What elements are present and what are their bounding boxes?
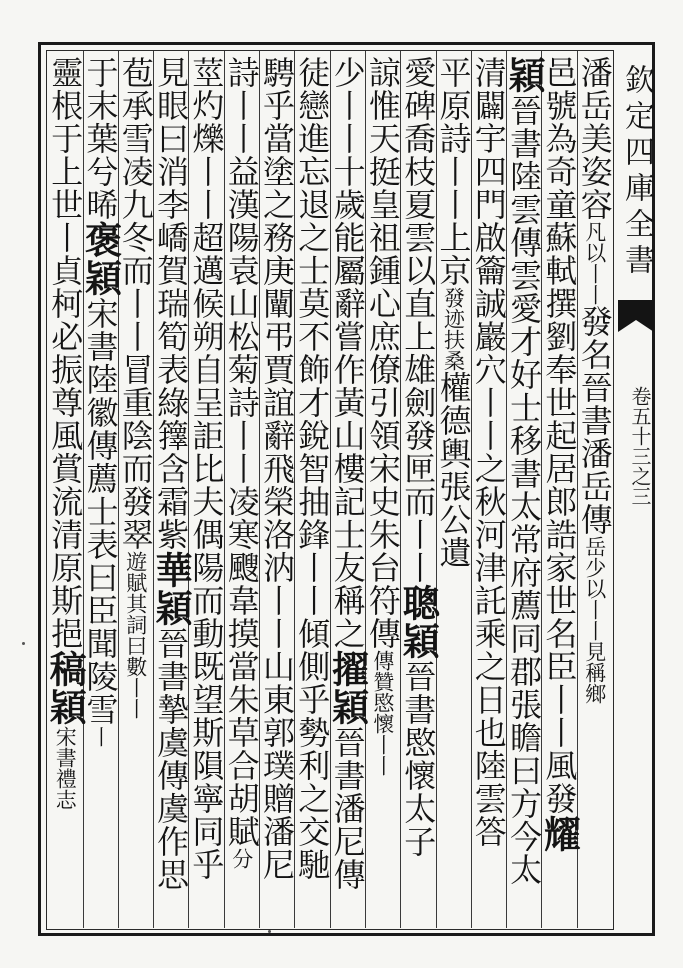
body-text: 莖灼爍丨丨超邁候朔自呈詎比夫偶陽而動既望斯隕寧同乎: [187, 56, 226, 881]
annotation-text: 丨: [88, 726, 113, 747]
body-text: 靈根于上世: [46, 56, 85, 221]
entry-heading: 聰穎: [396, 584, 441, 660]
body-text: 晉書陸雲傳雲愛才好士移書太常府薦同郡張瞻曰方今太: [505, 94, 544, 886]
entry-heading: 擢穎: [325, 650, 370, 726]
annotation-text: 岳少以丨丨見稱鄉: [582, 536, 607, 704]
body-text: 愛碑喬枝夏雲以直上雄劍發匣而丨丨: [399, 56, 438, 584]
annotation-text: 發迹扶桑: [441, 287, 466, 371]
entry-heading: 華穎: [149, 551, 194, 627]
volume-label: 卷五十三之三: [628, 386, 652, 506]
entry-heading: 耀: [537, 815, 582, 853]
body-text: 宋書陸徽傳薦士表曰臣聞陵雪: [81, 297, 120, 726]
body-text: 苞承雪凌九冬而丨丨冒重陰而發翠: [116, 56, 155, 551]
body-text: 丨貞柯必振尊風賞流清原斯挹: [46, 221, 85, 650]
annotation-text: 凡以丨丨: [582, 221, 607, 305]
annotation-text: 宋書禮志: [53, 726, 78, 810]
body-text: 于末葉兮晞: [81, 56, 120, 221]
paper-speck: [22, 642, 25, 645]
body-text: 晉書摯虞傳虞作思: [152, 627, 191, 891]
body-text: 發名晉書潘岳傳: [575, 305, 614, 536]
body-text: 徒戀進忘退之士莫不飾才銳智抽鋒丨丨傾側乎勢利之交馳: [293, 56, 332, 881]
annotation-text: 分: [229, 848, 254, 869]
annotation-text: 傳贊愍懷丨丨: [370, 650, 395, 776]
body-text: 見眼曰消李嶠賀瑞筍表綠籜含霜紫: [152, 56, 191, 551]
body-text: 清闢宇四門啟籥誠巖穴丨丨之秋河津託乘之日也陸雲答: [469, 56, 508, 848]
body-text: 平原詩丨丨上京: [434, 56, 473, 287]
entry-heading: 褒穎: [78, 221, 123, 297]
body-text: 騁乎當塗之務庚闡弔賈誼辭飛榮洛汭丨丨山東郭璞贈潘尼: [258, 56, 296, 881]
entry-heading: 稿穎: [43, 650, 88, 726]
entry-heading: 穎: [502, 56, 547, 94]
body-text: 少丨丨十歲能屬辭嘗作黃山樓記士友稱之: [328, 56, 367, 650]
body-text: 詩丨丨益漢陽袁山松菊詩丨丨凌寒颼韋摸當朱草合胡賦: [222, 56, 261, 848]
body-text: 潘岳美姿容: [575, 56, 614, 221]
body-text: 諒惟天挺皇祖鍾心庶僚引領宋史朱台符傳: [363, 56, 402, 650]
body-text: 晉書愍懷太子: [399, 660, 438, 858]
fishtail-mark: [616, 296, 656, 336]
body-text: 邑號為奇童蘇軾撰劉奉世起居郎誥家世名臣丨丨風發: [540, 56, 579, 815]
annotation-text: 遊賦其詞曰數丨丨: [123, 551, 148, 719]
collection-title: 欽定四庫全書: [619, 64, 654, 280]
body-text: 晉書潘尼傳: [328, 726, 367, 891]
text-column: [43, 56, 87, 926]
body-text: 權德輿張公遺: [434, 371, 473, 569]
paper-speck: [268, 930, 271, 933]
